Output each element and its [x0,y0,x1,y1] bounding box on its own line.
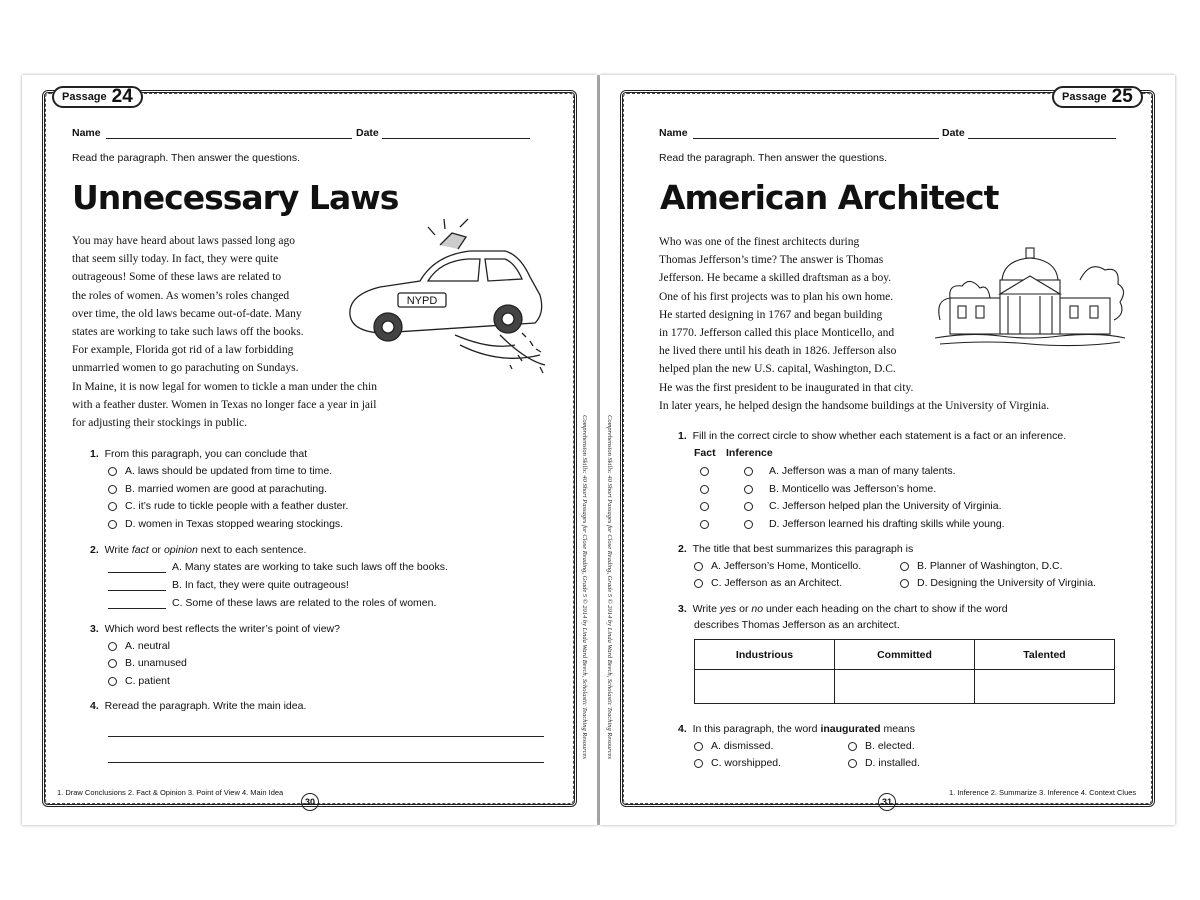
passage-paragraph [72,232,377,432]
fact-circle[interactable] [700,485,709,494]
answer-line[interactable] [108,736,544,737]
paragraph-line: For example, Florida got rid of a law forbidding [72,344,294,357]
fact-word: fact [131,544,149,556]
opinion-word: opinion [163,544,198,556]
q3-option-a[interactable] [108,640,170,652]
q1-option-b[interactable] [108,483,327,495]
question-number: 1. [90,448,99,460]
inference-circle[interactable] [744,485,753,494]
paragraph-line: In Maine, it is now legal for women to tickle a man under the chin [72,380,377,393]
question-3 [90,623,340,635]
question-number: 3. [90,623,99,635]
item-text: B. In fact, they were quite outrageous! [172,579,349,591]
question-2 [90,544,306,556]
question-text: Fill in the correct circle to show whether each statement is a fact or an inference. [692,430,1067,442]
passage-number: 24 [111,86,133,107]
date-label: Date [356,127,379,139]
q1-option-d[interactable] [108,518,343,530]
chart-cell[interactable] [695,670,835,704]
fact-circle[interactable] [700,467,709,476]
q4-option-a[interactable] [694,740,773,752]
passage-title: Unnecessary Laws [72,178,399,217]
question-number: 3. [678,603,687,615]
name-label: Name [72,127,101,139]
option-text: D. installed. [865,757,920,769]
option-text: C. Jefferson as an Architect. [711,577,843,589]
paragraph-line: in 1770. Jefferson called this place Monticello, and [659,327,895,340]
date-field[interactable] [382,138,530,139]
paragraph-line: In later years, he helped design the handsome buildings at the University of Virginia. [659,399,1050,412]
paragraph-line: He started designing in 1767 and began building [659,308,883,321]
paragraph-line: outrageous! Some of these laws are related to [72,271,282,284]
passage-label: Passage [1062,91,1107,103]
paragraph-line: Who was one of the finest architects during [659,236,860,248]
item-text: C. Jefferson helped plan the University of Virginia. [769,500,1002,512]
passage-number: 25 [1111,86,1133,107]
question-number: 4. [678,723,687,735]
skills-footer: 1. Inference 2. Summarize 3. Inference 4. Context Clues [949,788,1137,797]
answer-chart [694,639,1115,704]
q1-option-c[interactable] [108,500,348,512]
no-word: no [751,603,764,615]
radio-circle[interactable] [108,502,117,511]
q3-option-b[interactable] [108,657,187,669]
radio-circle[interactable] [108,659,117,668]
option-text: C. it’s rude to tickle people with a feather duster. [125,500,349,512]
paragraph-line: One of his first projects was to plan his own home. [659,290,894,303]
question-text: means [880,723,915,735]
question-1 [90,448,307,460]
option-text: D. Designing the University of Virginia. [917,577,1096,589]
q4-option-c[interactable] [694,757,781,769]
skills-footer: 1. Draw Conclusions 2. Fact & Opinion 3. Point of View 4. Main Idea [57,788,284,797]
copyright-credit: Comprehension Skills: 40 Short Passages for Close Reading, Grade 5 © 2014 by Linda Ward Beech, Scholastic Teaching Resources [606,415,613,759]
name-field[interactable] [693,138,939,139]
police-car-illustration [340,215,555,385]
paragraph-line: Thomas Jefferson’s time? The answer is Thomas [659,254,884,267]
question-text: Write [104,544,132,556]
question-3-line-2: describes Thomas Jefferson as an architect. [694,619,900,631]
inference-column-header: Inference [726,447,773,459]
question-text: Write [692,603,720,615]
inference-circle[interactable] [744,502,753,511]
chart-heading-talented: Talented [975,640,1115,670]
radio-circle[interactable] [108,677,117,686]
question-number: 1. [678,430,687,442]
answer-blank[interactable] [108,562,166,573]
option-text: A. neutral [125,640,170,652]
instructions: Read the paragraph. Then answer the questions. [72,152,301,164]
passage-title: American Architect [660,178,999,217]
paragraph-line: helped plan the new U.S. capital, Washington, D.C. [659,363,896,376]
instructions: Read the paragraph. Then answer the questions. [659,152,888,164]
radio-circle[interactable] [848,759,857,768]
q1-item-c [700,500,1002,512]
chart-heading-industrious: Industrious [695,640,835,670]
answer-line[interactable] [108,762,544,763]
option-text: B. elected. [865,740,915,752]
q4-option-d[interactable] [848,757,920,769]
radio-circle[interactable] [900,579,909,588]
option-text: C. patient [125,675,170,687]
inference-circle[interactable] [744,467,753,476]
paragraph-line: for adjusting their stockings in public. [72,417,248,430]
radio-circle[interactable] [694,742,703,751]
q2-option-a[interactable] [694,560,861,572]
question-text: Which word best reflects the writer’s point of view? [104,623,340,635]
radio-circle[interactable] [694,562,703,571]
q2-item-c [108,597,436,609]
copyright-credit: Comprehension Skills: 40 Short Passages for Close Reading, Grade 5 © 2014 by Linda Ward Beech, Scholastic Teaching Resources [581,415,588,759]
question-text: The title that best summarizes this paragraph is [692,543,914,555]
paragraph-line: He was the first president to be inaugurated in that city. [659,381,914,394]
question-number: 4. [90,700,99,712]
question-text: or [148,544,164,556]
option-text: C. worshipped. [711,757,782,769]
option-text: B. married women are good at parachuting. [125,483,327,495]
question-text: Reread the paragraph. Write the main idea. [104,700,307,712]
worksheet-page-left [22,75,597,825]
question-4 [678,723,915,735]
question-text: From this paragraph, you can conclude that [104,448,308,460]
paragraph-line: Jefferson. He became a skilled draftsman as a boy. [659,272,892,285]
q1-item-a [700,465,956,477]
fact-circle[interactable] [700,502,709,511]
question-number: 2. [90,544,99,556]
option-text: A. Jefferson’s Home, Monticello. [711,560,862,572]
option-text: B. unamused [125,657,187,669]
answer-blank[interactable] [108,580,166,591]
passage-tab [1052,86,1143,108]
car-sign-text: NYPD [406,295,438,307]
name-field[interactable] [106,138,352,139]
inference-circle[interactable] [744,520,753,529]
radio-circle[interactable] [694,759,703,768]
question-2 [678,543,913,555]
question-text: or [736,603,752,615]
q2-item-b [108,579,349,591]
q1-option-a[interactable] [108,465,332,477]
question-number: 2. [678,543,687,555]
radio-circle[interactable] [108,520,117,529]
q4-option-b[interactable] [848,740,915,752]
radio-circle[interactable] [108,642,117,651]
item-text: B. Monticello was Jefferson’s home. [769,483,937,495]
item-text: A. Many states are working to take such laws off the books. [172,561,448,573]
paragraph-line: that seem silly today. In fact, they were quite [72,253,279,266]
option-text: B. Planner of Washington, D.C. [917,560,1063,572]
paragraph-line: states are working to take such laws off the books. [72,326,304,339]
date-field[interactable] [968,138,1116,139]
chart-cell[interactable] [975,670,1115,704]
passage-tab [52,86,143,108]
radio-circle[interactable] [108,485,117,494]
paragraph-line: over time, the old laws became out-of-date. Many [72,307,302,320]
paragraph-line: the roles of women. As women’s roles changed [72,289,290,302]
paragraph-line: with a feather duster. Women in Texas no longer face a year in jail [72,398,377,411]
chart-cell[interactable] [835,670,975,704]
question-4 [90,700,306,712]
paragraph-line: unmarried women to go parachuting on Sundays. [72,362,299,375]
paragraph-line: he lived there until his death in 1826. Jefferson also [659,345,897,358]
q2-item-a [108,561,448,573]
option-text: A. laws should be updated from time to time. [125,465,333,477]
name-label: Name [659,127,688,139]
vocab-word: inaugurated [820,723,881,735]
q1-item-b [700,483,936,495]
q2-option-c[interactable] [694,577,842,589]
page-number: 31 [878,793,896,811]
question-text: In this paragraph, the word [692,723,821,735]
radio-circle[interactable] [108,467,117,476]
q2-option-d[interactable] [900,577,1096,589]
passage-label: Passage [62,91,107,103]
radio-circle[interactable] [848,742,857,751]
page-number: 30 [301,793,319,811]
q2-option-b[interactable] [900,560,1063,572]
item-text: D. Jefferson learned his drafting skills while young. [769,518,1005,530]
question-1 [678,430,1066,442]
q1-item-d [700,518,1005,530]
yes-word: yes [719,603,737,615]
question-text: under each heading on the chart to show if the word [763,603,1008,615]
date-label: Date [942,127,965,139]
q3-option-c[interactable] [108,675,170,687]
radio-circle[interactable] [900,562,909,571]
option-text: A. dismissed. [711,740,774,752]
answer-blank[interactable] [108,598,166,609]
item-text: C. Some of these laws are related to the roles of women. [172,597,437,609]
question-3 [678,603,1008,615]
item-text: A. Jefferson was a man of many talents. [769,465,956,477]
fact-circle[interactable] [700,520,709,529]
question-text: next to each sentence. [197,544,307,556]
paragraph-line: You may have heard about laws passed long ago [72,235,296,247]
option-text: D. women in Texas stopped wearing stockings. [125,518,344,530]
worksheet-page-right [600,75,1175,825]
radio-circle[interactable] [694,579,703,588]
fact-column-header: Fact [694,447,716,459]
chart-heading-committed: Committed [835,640,975,670]
monticello-illustration [930,240,1130,360]
